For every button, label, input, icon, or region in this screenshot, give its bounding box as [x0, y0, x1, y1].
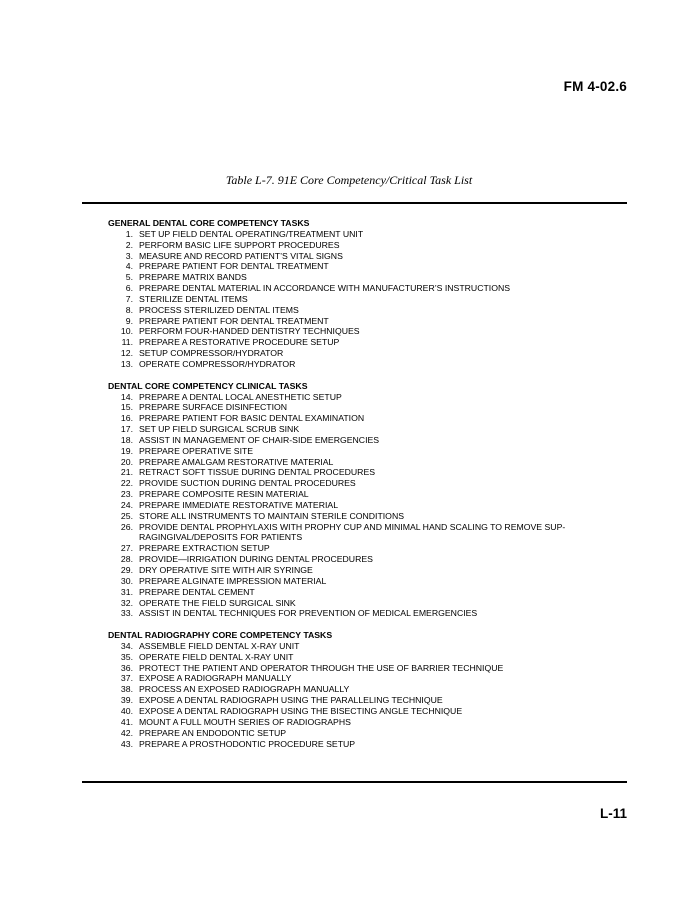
task-item [108, 522, 608, 544]
task-text: STORE ALL INSTRUMENTS TO MAINTAIN STERILE CONDITIONS [139, 510, 405, 521]
task-item [108, 240, 608, 251]
task-number: 15. [120, 402, 133, 413]
task-item [108, 413, 608, 424]
task-section [108, 218, 608, 370]
task-number: 14. [120, 391, 133, 402]
task-item [108, 511, 608, 522]
task-item [108, 576, 608, 587]
task-number: 35. [120, 651, 133, 662]
task-number: 27. [120, 543, 133, 554]
task-number: 39. [120, 695, 133, 706]
task-item [108, 348, 608, 359]
task-number: 25. [120, 510, 133, 521]
task-text: OPERATE THE FIELD SURGICAL SINK [139, 597, 296, 608]
task-item [108, 229, 608, 240]
task-number: 17. [120, 424, 133, 435]
task-text: PREPARE ALGINATE IMPRESSION MATERIAL [139, 575, 327, 586]
task-item [108, 446, 608, 457]
task-number: 41. [120, 716, 133, 727]
task-item [108, 272, 608, 283]
task-section [108, 630, 608, 749]
task-item [108, 543, 608, 554]
task-text: SET UP FIELD SURGICAL SCRUB SINK [139, 424, 300, 435]
task-text: MOUNT A FULL MOUTH SERIES OF RADIOGRAPHS [139, 716, 351, 727]
task-number: 6. [125, 283, 133, 294]
task-item [108, 706, 608, 717]
task-number: 43. [120, 738, 133, 749]
task-number: 18. [120, 434, 133, 445]
task-text: PROTECT THE PATIENT AND OPERATOR THROUGH THE USE OF BARRIER TECHNIQUE [139, 662, 504, 673]
task-text: PROVIDE DENTAL PROPHYLAXIS WITH PROPHY CUP AND MINIMAL HAND SCALING TO REMOVE SUP-RAGINGIVAL/DEPOSITS FOR PATIENTS [139, 521, 566, 543]
task-text: PERFORM FOUR-HANDED DENTISTRY TECHNIQUES [139, 326, 360, 337]
task-number: 31. [120, 586, 133, 597]
task-number: 10. [120, 326, 133, 337]
task-item [108, 251, 608, 262]
task-number: 38. [120, 684, 133, 695]
task-text: PREPARE OPERATIVE SITE [139, 445, 254, 456]
task-text: PROCESS AN EXPOSED RADIOGRAPH MANUALLY [139, 684, 350, 695]
task-text: ASSIST IN MANAGEMENT OF CHAIR-SIDE EMERGENCIES [139, 434, 380, 445]
task-text: MEASURE AND RECORD PATIENT’S VITAL SIGNS [139, 250, 343, 261]
task-item [108, 337, 608, 348]
task-item [108, 326, 608, 337]
task-number: 37. [120, 673, 133, 684]
bottom-divider [82, 781, 627, 783]
task-item [108, 392, 608, 403]
task-number: 21. [120, 467, 133, 478]
task-number: 4. [125, 261, 133, 272]
task-item [108, 652, 608, 663]
task-text: EXPOSE A DENTAL RADIOGRAPH USING THE BISECTING ANGLE TECHNIQUE [139, 705, 463, 716]
task-text: PROVIDE SUCTION DURING DENTAL PROCEDURES [139, 478, 356, 489]
top-divider [82, 202, 627, 204]
task-number: 11. [121, 337, 133, 348]
task-number: 5. [125, 272, 133, 283]
task-text: PREPARE A PROSTHODONTIC PROCEDURE SETUP [139, 738, 356, 749]
task-item [108, 489, 608, 500]
manual-number: FM 4-02.6 [563, 79, 627, 94]
task-text: PREPARE DENTAL MATERIAL IN ACCORDANCE WITH MANUFACTURER’S INSTRUCTIONS [139, 283, 511, 294]
task-item [108, 728, 608, 739]
task-text: OPERATE COMPRESSOR/HYDRATOR [139, 358, 296, 369]
task-number: 40. [120, 705, 133, 716]
task-text: PREPARE SURFACE DISINFECTION [139, 402, 288, 413]
task-item [108, 457, 608, 468]
task-number: 12. [120, 348, 133, 359]
task-item [108, 717, 608, 728]
task-number: 3. [125, 250, 133, 261]
task-item [108, 608, 608, 619]
task-number: 42. [120, 727, 133, 738]
task-text: PREPARE IMMEDIATE RESTORATIVE MATERIAL [139, 499, 339, 510]
task-item [108, 554, 608, 565]
task-item [108, 565, 608, 576]
task-item [108, 316, 608, 327]
task-text: PREPARE DENTAL CEMENT [139, 586, 255, 597]
task-item [108, 587, 608, 598]
task-text: ASSIST IN DENTAL TECHNIQUES FOR PREVENTION OF MEDICAL EMERGENCIES [139, 608, 478, 619]
task-section [108, 381, 608, 620]
task-text: SETUP COMPRESSOR/HYDRATOR [139, 348, 284, 359]
task-item [108, 402, 608, 413]
task-text: PREPARE MATRIX BANDS [139, 272, 247, 283]
task-text: PREPARE AMALGAM RESTORATIVE MATERIAL [139, 456, 334, 467]
task-number: 24. [120, 499, 133, 510]
task-number: 28. [120, 554, 133, 565]
task-text: PREPARE COMPOSITE RESIN MATERIAL [139, 489, 309, 500]
task-number: 16. [120, 413, 133, 424]
task-item [108, 673, 608, 684]
task-item [108, 305, 608, 316]
task-item [108, 283, 608, 294]
task-list [108, 218, 608, 760]
task-text: EXPOSE A RADIOGRAPH MANUALLY [139, 673, 292, 684]
task-text: PREPARE AN ENDODONTIC SETUP [139, 727, 287, 738]
task-number: 20. [120, 456, 133, 467]
task-number: 9. [125, 315, 133, 326]
task-number: 33. [120, 608, 133, 619]
task-text: PREPARE A DENTAL LOCAL ANESTHETIC SETUP [139, 391, 342, 402]
task-text: DRY OPERATIVE SITE WITH AIR SYRINGE [139, 565, 313, 575]
task-number: 32. [120, 597, 133, 608]
task-text: PERFORM BASIC LIFE SUPPORT PROCEDURES [139, 239, 340, 250]
task-item [108, 695, 608, 706]
task-number: 13. [120, 358, 133, 369]
task-text: SET UP FIELD DENTAL OPERATING/TREATMENT UNIT [139, 228, 364, 239]
table-title: Table L-7. 91E Core Competency/Critical Task List [225, 173, 473, 187]
task-text: EXPOSE A DENTAL RADIOGRAPH USING THE PARALLELING TECHNIQUE [139, 695, 443, 706]
task-item [108, 467, 608, 478]
task-item [108, 663, 608, 674]
task-item [108, 359, 608, 370]
task-item [108, 739, 608, 750]
task-text: OPERATE FIELD DENTAL X-RAY UNIT [139, 651, 294, 662]
task-number: 30. [120, 575, 133, 586]
task-item [108, 294, 608, 305]
task-number: 36. [120, 662, 133, 673]
task-text: PROCESS STERILIZED DENTAL ITEMS [139, 304, 299, 315]
task-number: 22. [120, 478, 133, 489]
section-title: DENTAL CORE COMPETENCY CLINICAL TASKS [108, 380, 308, 391]
task-text: PREPARE PATIENT FOR DENTAL TREATMENT [139, 261, 329, 272]
section-title: GENERAL DENTAL CORE COMPETENCY TASKS [108, 218, 310, 228]
task-text: PREPARE A RESTORATIVE PROCEDURE SETUP [139, 337, 340, 348]
task-number: 34. [120, 640, 133, 651]
task-number: 2. [125, 239, 133, 250]
task-text: PREPARE PATIENT FOR DENTAL TREATMENT [139, 315, 329, 326]
task-item [108, 261, 608, 272]
task-number: 8. [125, 304, 133, 315]
task-item [108, 424, 608, 435]
task-text: PREPARE EXTRACTION SETUP [139, 543, 270, 554]
page-number: L-11 [599, 806, 627, 821]
task-item [108, 598, 608, 609]
task-number: 7. [125, 293, 133, 304]
task-number: 26. [120, 521, 133, 532]
task-text: PROVIDE—IRRIGATION DURING DENTAL PROCEDURES [139, 554, 373, 565]
section-title: DENTAL RADIOGRAPHY CORE COMPETENCY TASKS [108, 630, 333, 641]
task-text: STERILIZE DENTAL ITEMS [139, 293, 248, 304]
task-number: 1. [125, 228, 133, 239]
task-number: 23. [120, 489, 133, 500]
task-item [108, 478, 608, 489]
task-number: 19. [120, 445, 133, 456]
task-item [108, 500, 608, 511]
task-text: RETRACT SOFT TISSUE DURING DENTAL PROCEDURES [139, 467, 376, 478]
task-item [108, 684, 608, 695]
task-text: ASSEMBLE FIELD DENTAL X-RAY UNIT [139, 640, 300, 651]
task-item [108, 641, 608, 652]
task-text: PREPARE PATIENT FOR BASIC DENTAL EXAMINATION [139, 413, 365, 424]
task-item [108, 435, 608, 446]
task-number: 29. [120, 565, 133, 575]
